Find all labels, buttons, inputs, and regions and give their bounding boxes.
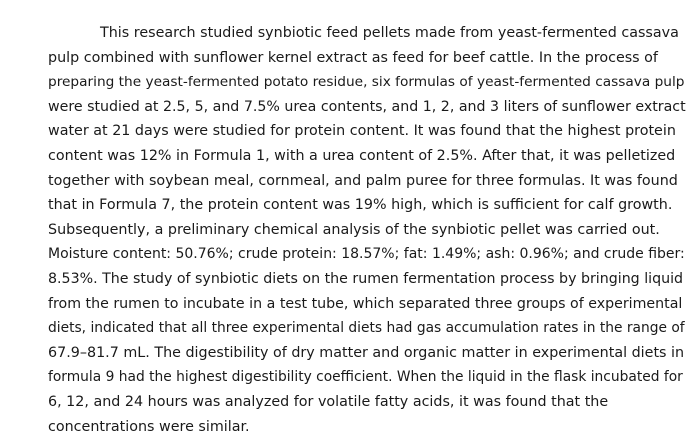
paragraph-line-12: from the rumen to incubate in a test tube, which separated three groups of experimental xyxy=(48,295,683,312)
paragraph-line-5: water at 21 days were studied for protein content. It was found that the highest protein xyxy=(48,123,676,140)
paragraph-line-11: 8.53%. The study of synbiotic diets on the rumen fermentation process by bringing liquid xyxy=(48,270,684,287)
paragraph-line-16: 6, 12, and 24 hours was analyzed for volatile fatty acids, it was found that the xyxy=(48,393,609,410)
paragraph-line-4: were studied at 2.5, 5, and 7.5% urea contents, and 1, 2, and 3 liters of sunflower extract xyxy=(48,98,686,115)
abstract-paragraph xyxy=(48,21,686,439)
paragraph-line-1: This research studied synbiotic feed pellets made from yeast-fermented cassava xyxy=(100,25,679,41)
paragraph-line-9: Subsequently, a preliminary chemical analysis of the synbiotic pellet was carried out. xyxy=(48,221,660,238)
paragraph-line-8: that in Formula 7, the protein content was 19% high, which is sufficient for calf growth. xyxy=(48,197,673,214)
paragraph-line-10: Moisture content: 50.76%; crude protein: 18.57%; fat: 1.49%; ash: 0.96%; and crude fiber: xyxy=(48,246,685,263)
paragraph-line-13: diets, indicated that all three experimental diets had gas accumulation rates in the range of xyxy=(48,320,685,337)
paragraph-line-15: formula 9 had the highest digestibility coefficient. When the liquid in the flask incubated for xyxy=(48,369,683,386)
paragraph-line-17: concentrations were similar. xyxy=(48,418,250,435)
paragraph-line-7: together with soybean meal, cornmeal, and palm puree for three formulas. It was found xyxy=(48,172,678,189)
paragraph-line-3: preparing the yeast-fermented potato residue, six formulas of yeast-fermented cassava pulp xyxy=(48,74,685,91)
paragraph-line-14: 67.9–81.7 mL. The digestibility of dry matter and organic matter in experimental diets in xyxy=(48,344,685,361)
paragraph-line-6: content was 12% in Formula 1, with a urea content of 2.5%. After that, it was pelletized xyxy=(48,147,676,164)
paragraph-line-2: pulp combined with sunflower kernel extract as feed for beef cattle. In the process of xyxy=(48,49,658,66)
